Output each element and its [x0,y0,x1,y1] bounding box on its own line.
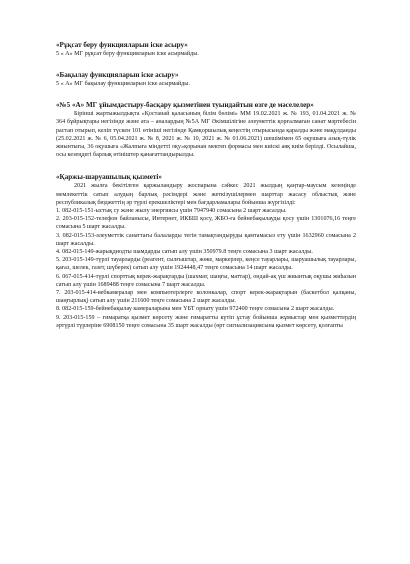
section-permits [56,41,356,58]
financial-item-4: 4. 082-015-149-жарықдиодты шамдарды сатып алу үшін 350979.8 теңге сомасына 3 шарт жасалды. [56,249,313,256]
document-content [56,41,356,343]
section-title-control: «Бақылау функцияларын іске асыру» [56,71,179,79]
financial-intro: 2021 жылға бекітілген қаржыландыру жоспарына сәйкес 2021 жылдың қаңтар-маусым кезеңінде мемлекеттік сатып алудың барлық рәсімдері және жеткізушілермен шарттар жасасу облыстық және республикалық бюджеттің әр түрлі ерекшеліктері мен бағдарламалары бойынша жүргізілді: [56,183,356,206]
section-financial [56,173,356,330]
financial-item-7: 7. 203-015-414-вебкамералар мен компьютерлерге колонкалар, спорт керек-жарақтарын (баскетбол қалқаны, шаңғырлық) сатып алу үшін 211600 теңге сомасына 2 шарт жасалды. [56,290,356,305]
financial-item-8: 8. 082-015-159-бейнебақылау камераларына мен ҮБТ орнату үшін 972400 теңге сомасына 2 шарт жасалды. [56,306,335,313]
financial-item-1: 1. 082-015-151-ыстық су және жылу энергиясы үшін 7947940 сомасына 2 шарт жасалды. [56,208,287,215]
section-paragraph-other-issues: Бірінші жартыжылдықта «Қостанай қаласының білім бөлімі» ММ 19.02.2021 ж. № 193, 01.04.2021 ж. № 364 бұйрықтары негізінде және ата – аналардың №5А МГ Әкімшілігіне әлеуметтік қорғалмаған санат мәртебесін растап отырып, келіп түскен 101 өтініші негізінде Қамқоршылық кеңестің отырысында қаралды және мақұлданды (25.02.2021 ж. № 6, 05.04.2021 ж. № 8, 2021 ж. № 10, 2021 ж. № 01.06.2021) шешімімен 65 оқушыға азық-түлік жиынтығы, 36 оқушыға «Жалпыға міндетті оқу»қорынан мектеп формасы мен киіскі аяқ киім берілді. Осылайша, осы кезеңдегі барлық өтініштер қанағаттандырылды. [56,111,356,159]
financial-item-3: 3. 082-015-153-әлеуметтік санаттағы балаларды тегін тамақтандыруды қамтамасыз ету үшін 1632960 сомасына 2 шарт жасалды. [56,232,356,247]
section-text-permits: 5 « А» МГ рұқсат беру функцияларын іске асырмайды. [56,51,199,57]
financial-item-9: 9. 203-015-159 – ғимаратқа қызмет көрсету және ғимаратты күтіп ұстау бойынша жұмыстар мен қызметтердің әртүрлі түрлеріне 6908150 теңге сомасына 35 шарт жасалды (өрт сигнализациясына қызмет көрсету, қолғапты [56,314,356,329]
section-title-financial: «Қаржы-шаруашылық қызметі» [56,173,162,182]
section-title-other-issues: «№5 «А» МГ ұйымдастыру-басқару қызметінен туындайтын өзге де мәселелер» [56,101,314,109]
section-other-issues [56,101,356,159]
financial-item-2: 2. 203-015-152-телефон байланысы, Интернет, ИКБШ қосу, ЖБО-ға бейнебақылауды қосу үшін 1301076,16 теңге сомасына 5 шарт жасалды. [56,216,356,231]
section-control [56,71,356,88]
section-title-permits: «Рұқсат беру функцияларын іске асыру» [56,41,188,49]
financial-item-5: 5. 203-015-149-түрлі тауарларды (реагент, сылғыштар, жөке, маркерлер, кеңсе тауарлары, шаруашылық тауарлары, қағаз, шелек, газет, шүберек) сатып алу үшін 1924448,47 теңге сомасына 14 шарт жасалды. [56,257,356,272]
financial-item-6: 6. 067-015-414-түрлі спорттық керек-жарақтарды (шахмат, шаңғы, маттар), ондай-ақ үш жиынтық оқушы жиһазын сатып алу үшін 1689488 теңге сомасына 7 шарт жасалды. [56,273,356,288]
section-text-control: 5 « А» МГ бақылау функцияларын іске асырмайды. [56,81,190,87]
